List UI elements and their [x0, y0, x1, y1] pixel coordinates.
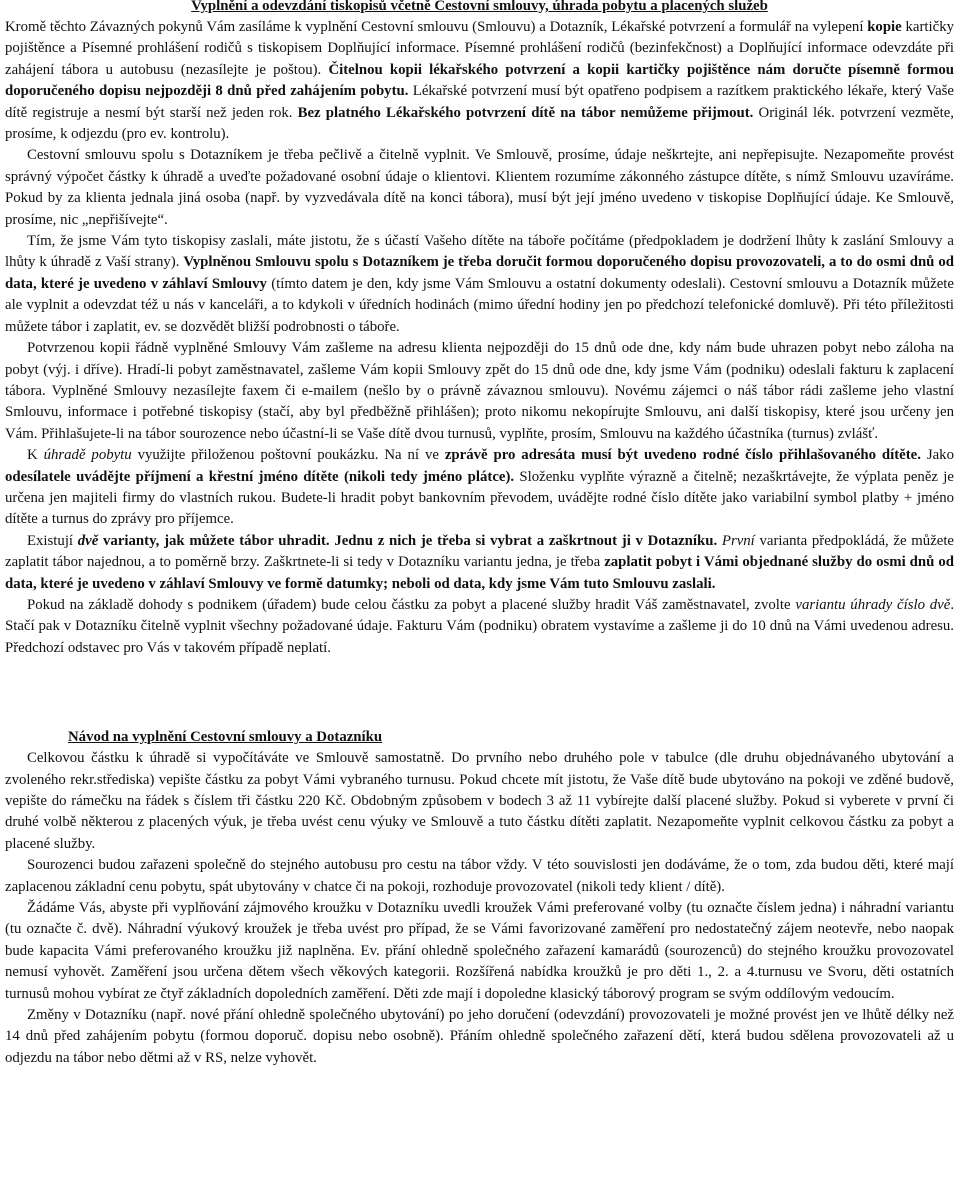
text-run: K [27, 447, 44, 464]
text-run: variantu úhrady číslo dvě [795, 596, 951, 613]
text-run: Celkovou částku k úhradě si vypočítáváte ve Smlouvě samostatně. Do prvního nebo druhého pole v tabulce (dle druhu objednávaného ubytování a zvoleného rekr.střediska) vepište částku za pobyt Vámi vybraného turnusu. Pokud chcete mít jistotu, že Vaše dítě bude ubytováno na pokoji ve zděné budově, vepište do rámečku na řádek s číslem tři částku 220 Kč. Obdobným způsobem v bodech 3 až 11 vybírejte další placené služby. Pokud si vyberete v první či druhé volbě některou z placených výuk, je třeba uvést cenu výuky ve Smlouvě a tuto částku dítěti zaplatit. Nezapomeňte vyplnit celkovou částku za pobyt a placené služby. [5, 750, 954, 852]
text-run: Jako [920, 447, 954, 464]
paragraph [5, 855, 954, 898]
text-run: Bez platného Lékařského potvrzení dítě na tábor nemůžeme přijmout. [297, 104, 754, 121]
text-run: využijte přiloženou poštovní poukázku. Na ní ve [131, 447, 445, 464]
paragraph [5, 748, 954, 855]
section-body-form-instructions [5, 748, 954, 1069]
paragraph [5, 145, 954, 231]
text-run: kartičky pojištěnce a Písemné prohlášení rodičů s tiskopisem Doplňující informace. Písemné prohlášení rodičů (bezinfekčnost) a Doplňující informace odevzdáte při zahájení tábora u autobusu (nezasílejte je poštou). [5, 19, 954, 78]
text-run: Kromě těchto Závazných pokynů Vám zasíláme k vyplnění Cestovní smlouvu (Smlouvu) a Dotazník, Lékařské potvrzení a formulář na vylepení [5, 19, 868, 35]
paragraph [5, 1005, 954, 1069]
text-run: Existují [27, 532, 78, 549]
text-run: Pokud na základě dohody s podnikem (úřadem) bude celou částku za pobyt a placené služby hradit Váš zaměstnavatel, zvolte [27, 596, 796, 613]
paragraph [5, 231, 954, 338]
text-run: varianta předpokládá, že můžete zaplatit tábor najednou, a to poměrně brzy. Zaškrtnete-li si tedy v Dotazníku variantu jedna, je třeba [5, 532, 955, 571]
paragraph [5, 898, 954, 1005]
text-run: První [721, 532, 755, 549]
text-run: Originál lék. potvrzení vezměte, prosíme, k odjezdu (pro ev. kontrolu). [5, 104, 954, 143]
text-run: kopie [867, 19, 902, 35]
text-run: Lékařské potvrzení musí být opatřeno podpisem a razítkem praktického lékaře, který Vaše dítě registruje a nesmí být starší než jeden rok. [5, 83, 955, 121]
paragraph [5, 531, 954, 595]
text-run: Změny v Dotazníku (např. nové přání ohledně společného ubytování) po jeho doručení (odevzdání) provozovateli je možné provést jen ve lhůtě délky než 14 dnů před zahájením pobytu (formou doporuč. dopisu nebo osobně). Přáním ohledně společného zařazení dětí, která budou sdělena provozovateli až u odjezdu na tábor nebo dětmi až v RS, nelze vyhovět. [5, 1007, 954, 1066]
text-run: zaplatit pobyt i Vámi objednané služby do osmi dnů od data, které je uvedeno v záhlaví Smlouvy ve formě datumky; neboli od data, kdy jsme Vám tuto Smlouvu zaslali. [5, 554, 954, 592]
paragraph [5, 595, 954, 659]
text-run: Vyplněnou Smlouvu spolu s Dotazníkem je třeba doručit formou doporučeného dopisu provozovateli, a to do osmi dnů od data, které je uvedeno v záhlaví Smlouvy [5, 254, 954, 292]
text-run: varianty, jak můžete tábor uhradit. Jednu z nich je třeba si vybrat a zaškrtnout ji v Dotazníku. [98, 532, 718, 549]
paragraph [5, 17, 954, 145]
text-run: Žádáme Vás, abyste při vyplňování zájmového kroužku v Dotazníku uvedli kroužek Vámi preferované volby (tu označte číslem jedna) i náhradní variantu (tu označte č. dvě). Náhradní výukový kroužek je třeba uvést pro případ, že se Vámi favorizované zaměření pro nedostatečný zájem neotevře, nebo naopak bude kapacita Vámi preferovaného kroužku již naplněna. Ev. přání ohledně společného zařazení kamarádů (sourozenců) do stejného kroužku provozovatel nemusí vyhovět. Zaměření jsou určena dětem všech věkových kategorii. Rozšířená nabídka kroužků je pro děti 1., 2. a 4.turnusu ve Svoru, děti ostatních turnusů mohou vybírat ze čtyř základních dopoledních zaměření. Děti zde mají i dopoledne klasický táborový program se svým oddílovým vedoucím. [5, 900, 954, 1002]
text-run: Čitelnou kopii lékařského potvrzení a kopii kartičky pojištěnce nám doručte písemně formou doporučeného dopisu nejpozději 8 dnů před zahájením pobytu. [5, 61, 954, 100]
text-run: Sourozenci budou zařazeni společně do stejného autobusu pro cestu na tábor vždy. V této souvislosti jen dodáváme, že o tom, zda budou děti, které mají zaplacenou základní cenu pobytu, spát ubytovány v chatce či na pokoji, rozhoduje provozovatel (nikoli tedy klient / dítě). [5, 857, 954, 895]
text-run: Tím, že jsme Vám tyto tiskopisy zaslali, máte jistotu, že s účastí Vašeho dítěte na táboře počítáme (předpokladem je dodržení lhůty k zaslání Smlouvy a lhůty k úhradě z Vaší strany). [5, 233, 954, 271]
text-run: . Stačí pak v Dotazníku čitelně vyplnit všechny požadované údaje. Fakturu Vám (podniku) obratem vystavíme a zašleme ji do 10 dnů na Vámi uvedenou adresu. Předchozí odstavec pro Vás v takovém případě neplatí. [5, 596, 955, 656]
section-title-filling-and-payment: Vyplnění a odevzdání tiskopisů včetně Cestovní smlouvy, úhrada pobytu a placených služeb [191, 0, 768, 14]
text-run: (tímto datem je den, kdy jsme Vám Smlouvu a ostatní dokumenty odeslali). Cestovní smlouvu a Dotazník můžete ale vyplnit a odevzdat též u nás v kanceláři, a to kdykoli v úředních hodinách (mimo úřední hodiny jen po předchozí telefonické domluvě). Při této příležitosti můžete tábor i zaplatit, ev. se dozvědět bližší podrobnosti o táboře. [5, 275, 954, 335]
text-run: dvě [77, 532, 99, 549]
paragraph [5, 445, 954, 531]
text-run: Potvrzenou kopii řádně vyplněné Smlouvy Vám zašleme na adresu klienta nejpozději do 15 dnů ode dne, kdy nám bude uhrazen pobyt nebo záloha na pobyt (výj. i dříve). Hradí-li pobyt zaměstnavatel, zašleme Vám kopii Smlouvy zpět do 15 dnů ode dne, kdy jsme Vám (podniku) odeslali fakturu k zaplacení tábora. Vyplněné Smlouvy nezasílejte faxem či e-mailem (nešlo by o právně závaznou smlouvu). Novému zájemci o náš tábor rádi zašleme jeho vlastní Smlouvu, informace i potřebné tiskopisy (stačí, aby byl předběžně přihlášen); proto nikomu nekopírujte Smlouvu, ani další tiskopisy, které jsou určeny jen Vám. Přihlašujete-li na tábor sourozence nebo účastní-li se Vaše dítě dvou turnusů, vyplňte, prosím, Smlouvu na každého účastníka (turnus) zvlášť. [5, 340, 954, 442]
paragraph [5, 338, 954, 445]
text-run: úhradě pobytu [43, 447, 132, 464]
section-body-filling-and-payment [5, 17, 954, 659]
text-run: zprávě pro adresáta musí být uvedeno rodné číslo přihlašovaného dítěte. [444, 447, 921, 464]
text-run: Složenku vyplňte výrazně a čitelně; nezaškrtávejte, že výplata peněz je určena jen majiteli firmy do vlastních rukou. Budete-li hradit pobyt bankovním převodem, uvádějte rodné číslo dítěte jako variabilní symbol platby + jméno dítěte a turnus do zprávy pro příjemce. [5, 468, 954, 528]
section-title-form-instructions: Návod na vyplnění Cestovní smlouvy a Dotazníku [68, 729, 383, 746]
text-run: Cestovní smlouvu spolu s Dotazníkem je třeba pečlivě a čitelně vyplnit. Ve Smlouvě, prosíme, údaje neškrtejte, ani nepřepisujte. Nezapomeňte provést správný výpočet částky k úhradě a uveďte požadované osobní údaje o klientovi. Klientem rozumíme zákonného zástupce dítěte, s nímž Smlouvu uzavíráme. Pokud by za klienta jednala jiná osoba (např. by vyzvedávala dítě na konci tábora), musí být její jméno uvedeno v tiskopise Doplňující údaje. Ke Smlouvě, prosíme, nic „nepřišívejte“. [5, 147, 954, 228]
text-run: odesílatele uvádějte příjmení a křestní jméno dítěte (nikoli tedy jméno plátce). [5, 468, 515, 485]
